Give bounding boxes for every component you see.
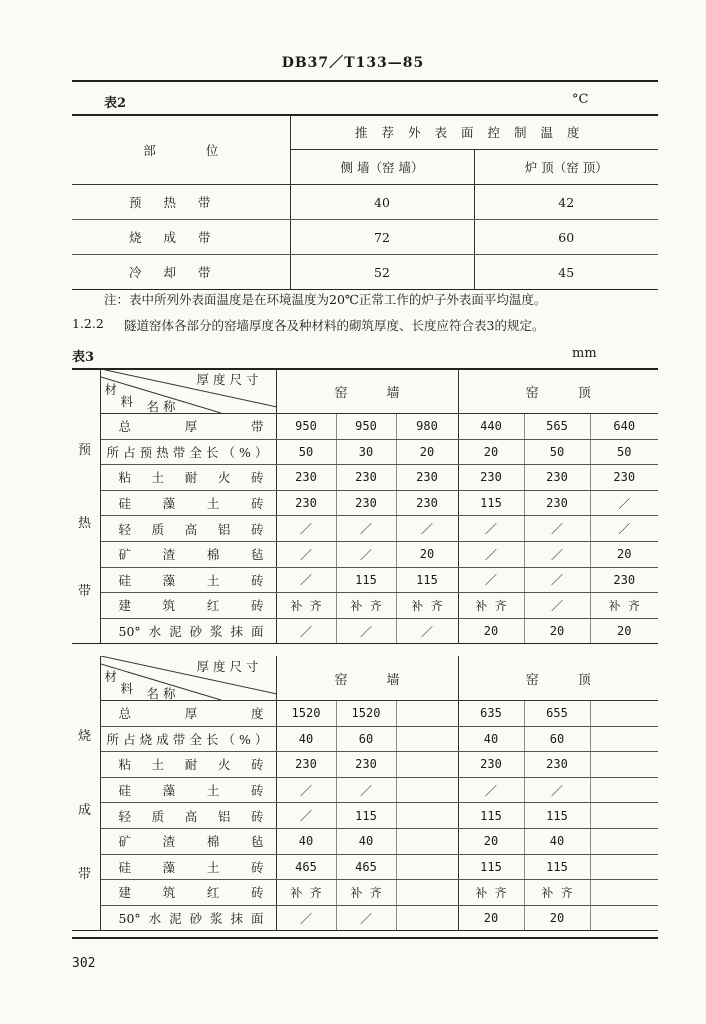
roof-thickness-value: 60	[524, 726, 590, 752]
roof-thickness-value: 655	[524, 701, 590, 727]
wall-thickness-value: 40	[276, 726, 336, 752]
diag-header-bottom: 名 称	[146, 399, 176, 414]
wall-thickness-value: 40	[276, 828, 336, 854]
wall-thickness-value: ／	[336, 777, 396, 803]
table3-bottom-border	[72, 937, 658, 939]
table-row	[72, 880, 658, 906]
diag-header-mid: 料	[120, 681, 134, 696]
diag-header-mid: 料	[120, 394, 134, 409]
table2	[72, 115, 658, 290]
table-row	[72, 905, 658, 931]
wall-thickness-value: 1520	[336, 701, 396, 727]
material-name: 硅藻土砖	[100, 567, 276, 593]
material-name: 硅藻土砖	[100, 854, 276, 880]
material-name: 所占烧成带全长（%）	[100, 726, 276, 752]
section-label-cell	[72, 369, 100, 414]
roof-thickness-value: ／	[458, 516, 524, 542]
wall-thickness-value	[396, 701, 458, 727]
firing-rows	[72, 701, 658, 931]
diag-header-left: 材	[104, 669, 118, 684]
roof-thickness-value: 50	[524, 439, 590, 465]
table2-side-value: 52	[290, 255, 474, 290]
table-row	[72, 255, 658, 290]
material-name: 硅藻土砖	[100, 490, 276, 516]
roof-thickness-value: 115	[458, 803, 524, 829]
roof-thickness-value: ／	[524, 777, 590, 803]
roof-thickness-value: 230	[458, 465, 524, 491]
wall-thickness-value: ／	[276, 777, 336, 803]
section-label-cell	[72, 541, 100, 567]
section-label-cell	[72, 880, 100, 906]
wall-thickness-value: 40	[336, 828, 396, 854]
table3-label: 表3	[72, 350, 95, 365]
clause-number: 1.2.2	[72, 316, 104, 331]
roof-thickness-value: 635	[458, 701, 524, 727]
wall-thickness-value	[396, 777, 458, 803]
table2-part: 烧成带	[72, 220, 290, 255]
table-row	[72, 490, 658, 516]
table2-part: 预热带	[72, 185, 290, 220]
roof-thickness-value: 20	[590, 618, 658, 644]
material-name: 总 厚 带	[100, 414, 276, 440]
table-row	[72, 439, 658, 465]
roof-thickness-value	[590, 777, 658, 803]
wall-thickness-value: 230	[336, 465, 396, 491]
roof-thickness-value: 50	[590, 439, 658, 465]
table2-side-value: 40	[290, 185, 474, 220]
roof-thickness-value: 补 齐	[458, 880, 524, 906]
section-label-cell	[72, 656, 100, 701]
table3-unit: mm	[572, 346, 597, 361]
wall-thickness-value: 115	[336, 803, 396, 829]
table2-unit: °C	[572, 92, 589, 107]
table2-top-value: 45	[474, 255, 658, 290]
roof-thickness-value	[590, 828, 658, 854]
wall-thickness-value: ／	[276, 803, 336, 829]
wall-thickness-value: 980	[396, 414, 458, 440]
table-row	[72, 593, 658, 619]
roof-thickness-value: 40	[458, 726, 524, 752]
diagonal-header	[100, 369, 276, 414]
wall-thickness-value: 115	[396, 567, 458, 593]
roof-thickness-value: 20	[524, 618, 590, 644]
table2-label: 表2	[104, 96, 127, 111]
wall-thickness-value: 20	[396, 541, 458, 567]
roof-thickness-value: 230	[458, 752, 524, 778]
roof-thickness-value	[590, 726, 658, 752]
table-row	[72, 777, 658, 803]
firing-label-char: 成	[78, 803, 92, 818]
wall-thickness-value: 补 齐	[396, 593, 458, 619]
preheat-label-char: 带	[78, 584, 92, 599]
material-name: 矿渣棉毡	[100, 541, 276, 567]
wall-thickness-value: ／	[336, 618, 396, 644]
wall-thickness-value: 20	[396, 439, 458, 465]
material-name: 硅藻土砖	[100, 777, 276, 803]
section-label-cell	[72, 618, 100, 644]
material-name: 建筑红砖	[100, 880, 276, 906]
roof-thickness-value: ／	[524, 567, 590, 593]
document-code-header: DB37／T133—85	[281, 55, 425, 71]
roof-thickness-value: ／	[458, 541, 524, 567]
material-name: 粘土耐火砖	[100, 752, 276, 778]
wall-thickness-value: 补 齐	[276, 593, 336, 619]
table-row	[72, 701, 658, 727]
roof-thickness-value: 115	[458, 490, 524, 516]
wall-thickness-value: 230	[276, 490, 336, 516]
wall-thickness-value: ／	[336, 905, 396, 931]
wall-thickness-value	[396, 905, 458, 931]
table3-preheat	[72, 369, 658, 644]
wall-thickness-value: ／	[396, 516, 458, 542]
table2-part-header: 部 位	[72, 115, 290, 185]
wall-thickness-value: 230	[336, 752, 396, 778]
roof-thickness-value: ／	[524, 516, 590, 542]
table-row	[72, 220, 658, 255]
table3-firing	[72, 656, 658, 931]
roof-thickness-value: 20	[458, 905, 524, 931]
material-name: 所占预热带全长（%）	[100, 439, 276, 465]
diagonal-header	[100, 656, 276, 701]
wall-thickness-value: 1520	[276, 701, 336, 727]
table2-side-header: 侧 墙（窑 墙）	[290, 150, 474, 185]
roof-thickness-value	[590, 854, 658, 880]
roof-thickness-value: 565	[524, 414, 590, 440]
table-row	[72, 516, 658, 542]
wall-thickness-value: ／	[336, 541, 396, 567]
roof-thickness-value: 230	[524, 490, 590, 516]
preheat-rows	[72, 414, 658, 644]
roof-thickness-value: ／	[590, 516, 658, 542]
table2-note: 注：表中所列外表面温度是在环境温度为20℃正常工作的炉子外表面平均温度。	[104, 292, 547, 307]
roof-thickness-value: 40	[524, 828, 590, 854]
wall-thickness-value: ／	[276, 541, 336, 567]
preheat-label-char: 热	[78, 516, 92, 531]
roof-thickness-value: ／	[524, 541, 590, 567]
wall-thickness-value: 补 齐	[336, 593, 396, 619]
wall-thickness-value: ／	[276, 905, 336, 931]
roof-thickness-value: 20	[458, 439, 524, 465]
table-row	[72, 567, 658, 593]
roof-thickness-value: 230	[590, 567, 658, 593]
table-row	[72, 726, 658, 752]
roof-thickness-value: 补 齐	[590, 593, 658, 619]
material-name: 50°水泥砂浆抹面	[100, 905, 276, 931]
table2-top-header: 炉 顶（窑 顶）	[474, 150, 658, 185]
table-row	[72, 185, 658, 220]
material-name: 建筑红砖	[100, 593, 276, 619]
wall-header: 窑 墙	[276, 369, 458, 414]
roof-thickness-value: ／	[524, 593, 590, 619]
roof-thickness-value: 230	[524, 465, 590, 491]
material-name: 50°水泥砂浆抹面	[100, 618, 276, 644]
wall-thickness-value: 230	[276, 752, 336, 778]
wall-thickness-value: ／	[276, 618, 336, 644]
roof-thickness-value: 20	[458, 618, 524, 644]
wall-thickness-value: ／	[276, 567, 336, 593]
roof-thickness-value: 115	[524, 803, 590, 829]
roof-thickness-value: ／	[458, 567, 524, 593]
wall-thickness-value: 115	[336, 567, 396, 593]
table-row	[72, 803, 658, 829]
wall-thickness-value: ／	[276, 516, 336, 542]
wall-thickness-value: 465	[276, 854, 336, 880]
roof-thickness-value: 230	[524, 752, 590, 778]
roof-thickness-value: 640	[590, 414, 658, 440]
roof-thickness-value: 440	[458, 414, 524, 440]
clause-text: 隧道窑体各部分的窑墙厚度各及种材料的砌筑厚度、长度应符合表3的规定。	[124, 318, 545, 333]
wall-thickness-value: 950	[276, 414, 336, 440]
wall-thickness-value: 补 齐	[336, 880, 396, 906]
wall-thickness-value: 60	[336, 726, 396, 752]
roof-thickness-value	[590, 752, 658, 778]
roof-thickness-value: 230	[590, 465, 658, 491]
table-row	[72, 541, 658, 567]
table2-side-value: 72	[290, 220, 474, 255]
roof-thickness-value	[590, 701, 658, 727]
wall-thickness-value	[396, 803, 458, 829]
diag-header-bottom: 名 称	[146, 686, 176, 701]
wall-thickness-value: ／	[396, 618, 458, 644]
wall-thickness-value: 230	[336, 490, 396, 516]
material-name: 轻质高铝砖	[100, 516, 276, 542]
roof-thickness-value: 20	[524, 905, 590, 931]
page-number: 302	[72, 956, 96, 971]
wall-thickness-value: 230	[396, 490, 458, 516]
wall-thickness-value: 230	[396, 465, 458, 491]
roof-thickness-value: ／	[458, 777, 524, 803]
diag-header-left: 材	[104, 382, 118, 397]
section-label-cell	[72, 752, 100, 778]
wall-thickness-value	[396, 726, 458, 752]
wall-thickness-value: ／	[336, 516, 396, 542]
diag-header-top: 厚 度 尺 寸	[196, 372, 259, 387]
firing-label-char: 带	[78, 867, 92, 882]
roof-thickness-value: 20	[458, 828, 524, 854]
material-name: 矿渣棉毡	[100, 828, 276, 854]
material-name: 总 厚 度	[100, 701, 276, 727]
wall-thickness-value: 50	[276, 439, 336, 465]
wall-thickness-value: 补 齐	[276, 880, 336, 906]
roof-thickness-value: 20	[590, 541, 658, 567]
wall-thickness-value: 230	[276, 465, 336, 491]
wall-thickness-value: 465	[336, 854, 396, 880]
wall-thickness-value	[396, 854, 458, 880]
wall-header: 窑 墙	[276, 656, 458, 701]
wall-thickness-value	[396, 752, 458, 778]
firing-label-char: 烧	[78, 729, 92, 744]
section-label-cell	[72, 465, 100, 491]
roof-thickness-value	[590, 905, 658, 931]
section-label-cell	[72, 828, 100, 854]
table-row	[72, 828, 658, 854]
table-row	[72, 618, 658, 644]
roof-thickness-value: 补 齐	[524, 880, 590, 906]
roof-header: 窑 顶	[458, 656, 658, 701]
material-name: 粘土耐火砖	[100, 465, 276, 491]
wall-thickness-value	[396, 880, 458, 906]
material-name: 轻质高铝砖	[100, 803, 276, 829]
wall-thickness-value	[396, 828, 458, 854]
roof-thickness-value	[590, 803, 658, 829]
table-row	[72, 854, 658, 880]
roof-thickness-value: 115	[524, 854, 590, 880]
wall-thickness-value: 950	[336, 414, 396, 440]
table-row	[72, 414, 658, 440]
roof-thickness-value: 115	[458, 854, 524, 880]
table2-group-header: 推荐外表面控制温度	[290, 115, 658, 150]
diag-header-top: 厚 度 尺 寸	[196, 659, 259, 674]
section-label-cell	[72, 414, 100, 440]
table-row	[72, 465, 658, 491]
section-label-cell	[72, 701, 100, 727]
table-row	[72, 752, 658, 778]
table2-top-value: 60	[474, 220, 658, 255]
table2-top-value: 42	[474, 185, 658, 220]
roof-thickness-value: 补 齐	[458, 593, 524, 619]
table2-part: 冷却带	[72, 255, 290, 290]
wall-thickness-value: 30	[336, 439, 396, 465]
roof-thickness-value	[590, 880, 658, 906]
section-label-cell	[72, 905, 100, 931]
roof-thickness-value: ／	[590, 490, 658, 516]
preheat-label-char: 预	[78, 443, 92, 458]
top-rule	[72, 80, 658, 82]
roof-header: 窑 顶	[458, 369, 658, 414]
